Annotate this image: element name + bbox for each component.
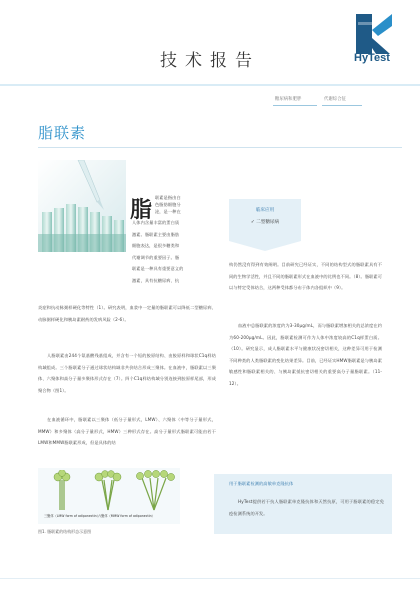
trimer-diagram xyxy=(60,480,64,510)
hytest-logo xyxy=(348,12,404,70)
forms-paragraph: 在血液循环中，脂联素以三聚体（低分子量形式，LMW）、六聚体（中等分子量形式，MMW）和多聚体（高分子量形式，HMW）三种形式存在。高分子量形式脂联素可能由若干LMW和MMW脂联素形成，但是具体的结 xyxy=(38,417,216,445)
figure-label-mmw: 六聚体（MMW form of adiponectin） xyxy=(98,514,155,518)
intro-tail-paragraph: 炎症和抗动脉粥样硬化等特性（1）。研究表明，血浆中一定量的脂联素可以降低二型糖尿病、动脉粥样硬化和胰岛素耐药的发病风险（2-6）。 xyxy=(38,305,216,322)
figure-label-lmw: 三聚体（LMW form of adiponectin） xyxy=(44,514,100,518)
footer-rule xyxy=(0,578,420,579)
hexamer-diagram xyxy=(102,480,114,510)
clinical-application-item: ✓ 二型糖尿病 xyxy=(250,220,280,225)
hytest-logo-text: HyTest xyxy=(354,52,390,64)
header-divider xyxy=(0,84,420,86)
clinical-application-title: 临床应用 xyxy=(255,208,275,213)
right-paragraph-1: 构仍然没有得到有效阐明。目前研究已经证实，不同的结构型式的脂联素具有不同的生物学活性，并且不同的脂联素形式在血液中的比例也不同。（8）。脂联素可以与特定受体结合，这两种受体都分布于体内各组织中（9）。 xyxy=(229,262,382,290)
tag-metabolic-syndrome[interactable]: 代谢综合征 xyxy=(322,95,362,106)
multimer-heads xyxy=(136,470,174,480)
section-heading: 脂联素 xyxy=(38,124,87,142)
lab-photo xyxy=(38,160,126,252)
intro-line: 色脂肪细胞分 xyxy=(155,202,181,208)
pipette-tubes-image xyxy=(38,160,126,252)
intro-line: 人体内含量丰富的蛋白质 xyxy=(132,220,180,225)
antibody-box-title: 用于脂联素检测的高敏单克隆抗体 xyxy=(229,481,294,486)
tag-diabetes-obesity[interactable]: 糖尿病和肥胖 xyxy=(273,95,317,106)
sidebox-pointer xyxy=(229,241,301,251)
hexamer-heads xyxy=(95,471,121,481)
intro-line: 代谢调节的重要因子。脂 xyxy=(132,254,180,260)
dropcap: 脂 xyxy=(130,197,153,223)
trimer-heads xyxy=(54,470,70,481)
intro-line: 联素是指由白 xyxy=(155,195,181,200)
heading-rule xyxy=(38,147,402,148)
intro-column-wide xyxy=(132,215,217,286)
intro-line: 激素。脂联素主要由脂肪 xyxy=(132,231,180,237)
adiponectin-structure-diagram xyxy=(42,470,178,514)
multimer-diagram xyxy=(142,478,166,510)
structure-paragraph: 人脂联素由244个氨基酸残基组成，并含有一个短的胶原结构、由胶原样和球状C1q样结构域组成。三个脂联素分子通过球状结构域非共价结合形成三聚体。在血液中，脂联素以三聚体、六聚体和高分子量多聚体形式存在（7）。四个C1q样结构域分别连接到胶原样尾部，形成聚合物（图1）。 xyxy=(38,353,216,393)
page-title: 技术报告 xyxy=(160,51,260,71)
antibody-box-text: HyTest提供若干抗人脂联素单克隆抗体和天然抗原，可用于脂联素的稳定免疫检测系统的开发。 xyxy=(229,499,384,516)
intro-line: 细胞表达，是很多糖类和 xyxy=(132,243,180,248)
intro-column xyxy=(155,194,217,215)
intro-line: 联素是一种具有重要意义的 xyxy=(132,266,184,271)
figure-caption: 图1. 脂联素的结构形态示意图 xyxy=(38,529,92,534)
intro-line: 泌，是一种在 xyxy=(155,209,181,215)
adiponectin-structure-figure xyxy=(42,470,178,514)
right-paragraph-2: 血液中总脂联素的浓度约为3-30μg/mL，而与脂联素增加相关的总浓度在约为60-200μg/mL。因此，脂联素检测可作为人体中浓度较高的C1q样蛋白质。（10）。研究显示，成人脂联素水平与健康状况密切相关，这种差异可用于检测不同种类的人类脂联素的变化结果差异。目前，已经证实HMW脂联素是与胰岛素敏感性和脂联素相关的、与胰岛素抵抗密切相关的重要高分子量脂联素。（11-12）。 xyxy=(229,323,382,386)
intro-line: 激素，具有抗糖尿病、抗 xyxy=(132,277,180,283)
